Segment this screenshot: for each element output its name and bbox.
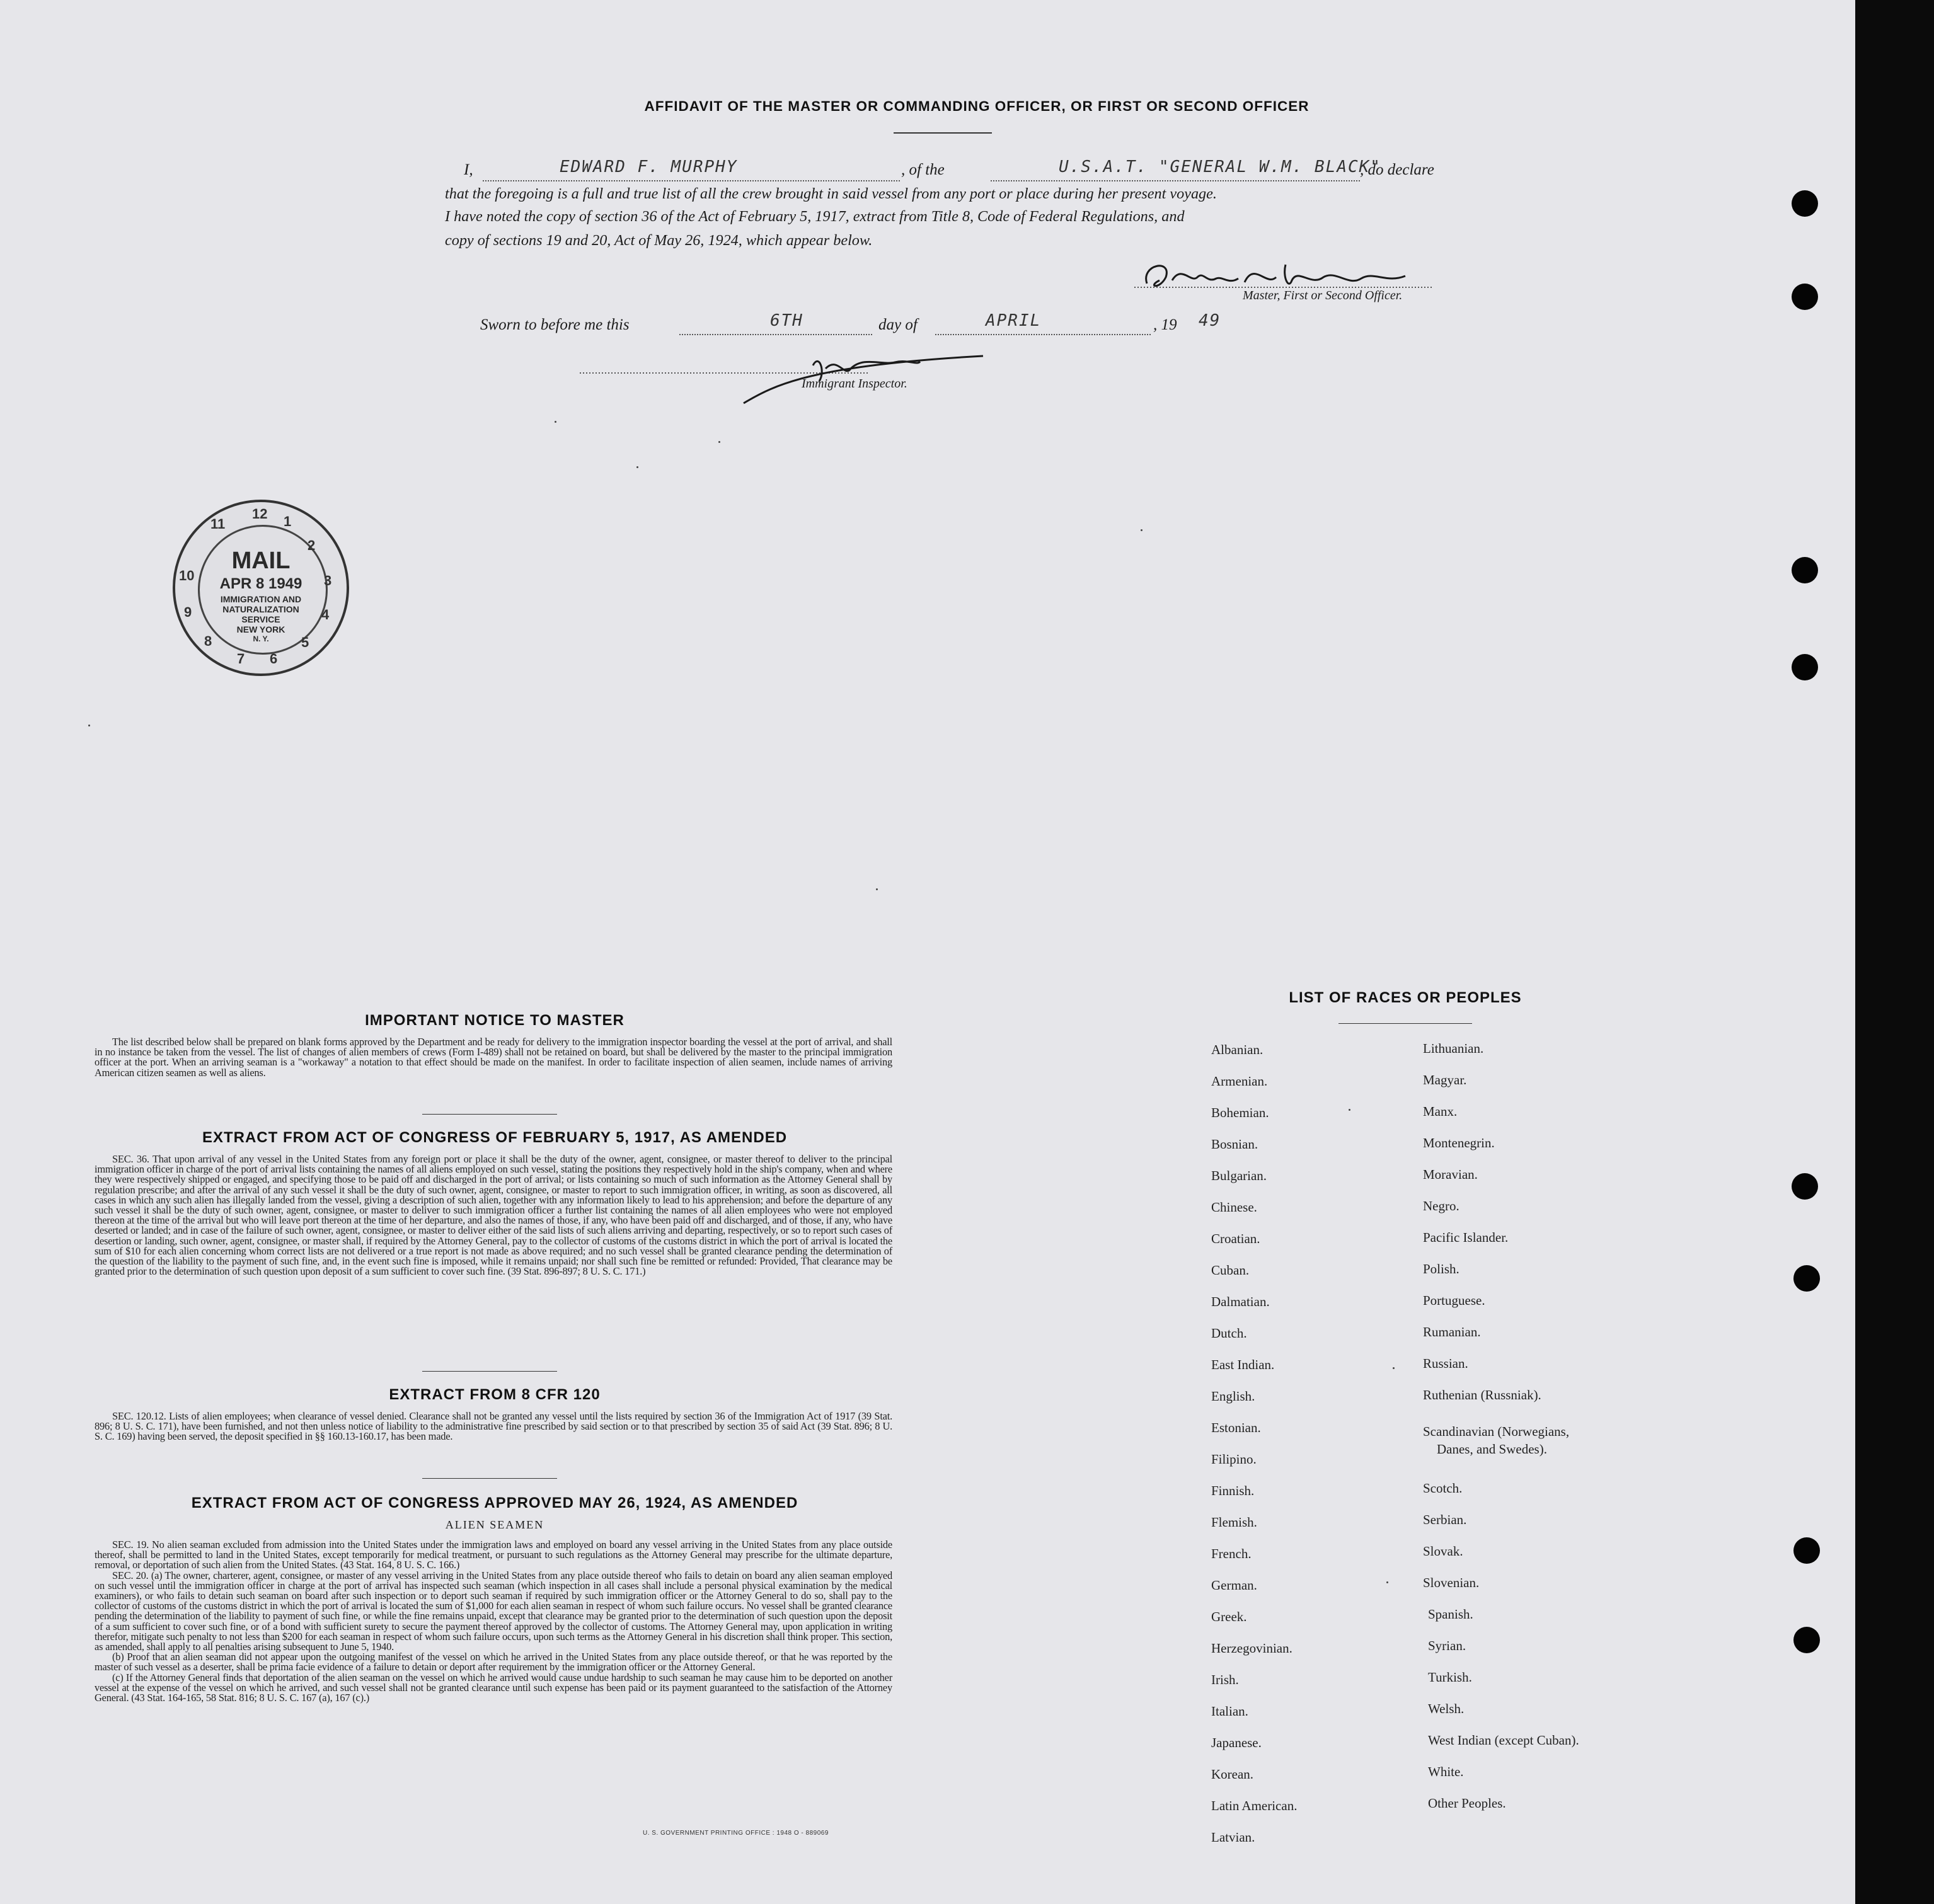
race-item: Slovenian. — [1423, 1575, 1480, 1590]
race-item: Bohemian. — [1211, 1105, 1269, 1120]
sworn-label: Sworn to before me this — [480, 316, 630, 333]
sworn-month-line — [935, 334, 1151, 335]
sec-120-12-paragraph: SEC. 120.12. Lists of alien employees; when clearance of vessel denied. Clearance shall not be granted any vessel until the lists required by section 36 of the Immigration Act of 1917 (39 Stat. 896; 8 U. S. C. 171), have been furnished, and not then unless notice of liability to the administrative fine prescribed by said section or to that prescribed by section 35 of said Act (39 Stat. 896; 8 U. S. C. 169) having been served, the deposit specified in §§ 160.13-160.17, has been made. — [95, 1410, 892, 1443]
punch-hole — [1793, 1627, 1820, 1653]
stamp-hour: 3 — [324, 573, 332, 588]
sworn-day: 6TH — [770, 311, 803, 330]
race-item: Irish. — [1211, 1672, 1239, 1687]
race-item: Rumanian. — [1423, 1324, 1481, 1339]
inspector-caption: Immigrant Inspector. — [802, 377, 907, 391]
race-item: French. — [1211, 1546, 1252, 1561]
stamp-hour: 11 — [210, 516, 226, 532]
scan-speck — [1349, 1109, 1350, 1111]
stamp-hour: 6 — [270, 651, 278, 667]
extract-1917-divider — [422, 1371, 557, 1372]
race-item: Dutch. — [1211, 1326, 1247, 1341]
notice-body — [95, 1037, 892, 1078]
extract-cfr-body — [95, 1411, 892, 1442]
stamp-hour: 12 — [252, 506, 268, 522]
master-name-line — [483, 180, 900, 181]
race-item: Danes, and Swedes). — [1437, 1442, 1547, 1457]
scan-speck — [555, 421, 556, 423]
punch-hole — [1792, 190, 1818, 217]
race-item: Magyar. — [1423, 1072, 1467, 1087]
race-item: Dalmatian. — [1211, 1294, 1270, 1309]
sworn-month: APRIL — [986, 311, 1042, 330]
stamp-hour: 1 — [284, 513, 292, 529]
race-item: Estonian. — [1211, 1420, 1261, 1435]
punch-hole — [1792, 557, 1818, 583]
printer-imprint: U. S. GOVERNMENT PRINTING OFFICE : 1948 O - 889069 — [643, 1830, 829, 1837]
scan-speck — [718, 441, 720, 443]
vessel-name: U.S.A.T. "GENERAL W.M. BLACK" — [1059, 158, 1381, 176]
stamp-word: MAIL — [231, 548, 291, 574]
notice-divider — [422, 1114, 557, 1115]
race-item: Other Peoples. — [1428, 1796, 1506, 1811]
race-item: Armenian. — [1211, 1074, 1268, 1089]
sec-20c-paragraph: (c) If the Attorney General finds that deportation of the alien seaman on the vessel on which he arrived would cause undue hardship to such seaman he may cause him to be deported on another vessel at the expense of the vessel on which he arrived, and such vessel shall not be granted clearance until such expense has been paid or its payment guaranteed to the satisfaction of the Attorney General. (43 Stat. 164-165, 58 Stat. 816; 8 U. S. C. 167 (a), 167 (c).) — [95, 1671, 892, 1704]
race-item: Portuguese. — [1423, 1293, 1485, 1308]
race-item: Moravian. — [1423, 1167, 1478, 1182]
extract-cfr-divider — [422, 1478, 557, 1479]
race-item: Chinese. — [1211, 1200, 1257, 1215]
scan-speck — [636, 466, 638, 468]
race-item: English. — [1211, 1389, 1255, 1404]
race-item: Japanese. — [1211, 1735, 1262, 1750]
punch-hole — [1793, 1265, 1820, 1292]
stamp-hour: 7 — [237, 651, 245, 667]
scan-speck — [876, 888, 878, 890]
stamp-line-1: IMMIGRATION AND — [220, 594, 302, 604]
scan-speck — [1141, 529, 1143, 531]
master-name: EDWARD F. MURPHY — [560, 158, 738, 176]
sec-20b-paragraph: (b) Proof that an alien seaman did not appear upon the outgoing manifest of the vessel on which he arrived in the United States from any place outside thereof, or that he was reported by the master of such vessel as a deserter, shall be prima facie evidence of a failure to detain or deport after requirement by the immigration officer or the Attorney General. — [95, 1651, 892, 1673]
year-prefix: , 19 — [1153, 316, 1177, 333]
sec-20a-paragraph: SEC. 20. (a) The owner, charterer, agent, consignee, or master of any vessel arriving in the United States from any place outside thereof who fails to detain on board any alien seaman employed on such vessel until the immigration officer in charge at the port of arrival has inspected such seaman (which inspection in all cases shall include a personal physical examination by the medical examiners), or who fails to detain such seaman on board after such inspection or to deport such seaman if required by such immigration officer or the Attorney General to do so, shall pay to the collector of customs of the customs district in which the port of arrival is located the sum of $1,000 for each alien seaman in respect of whom such failure occurs. No vessel shall be granted clearance pending the determination of the liability to payment of such fine, or while the fine remains unpaid, except that clearance may be granted prior to the determination of such question upon the deposit of a sum sufficient to cover such fine, or of a bond with sufficient surety to secure the payment thereof approved by the collector of customs. The Attorney General may, upon application in writing therefor, mitigate such penalty to not less than $200 for each seaman in respect of whom such failure occurs, upon such terms as the Attorney General in his discretion shall think proper. This section, as amended, shall apply to all penalties arising subsequent to June 5, 1940. — [95, 1569, 892, 1653]
race-item: Cuban. — [1211, 1263, 1250, 1278]
inspector-signature — [567, 347, 996, 410]
race-item: Manx. — [1423, 1104, 1458, 1119]
title-underline — [894, 132, 992, 134]
race-item: Italian. — [1211, 1704, 1248, 1719]
do-declare-label: , do declare — [1360, 161, 1434, 178]
declaration-line-3: I have noted the copy of section 36 of the Act of February 5, 1917, extract from Title 8, Code of Federal Regulations, and — [445, 208, 1185, 225]
extract-1917-title: EXTRACT FROM ACT OF CONGRESS OF FEBRUARY 5, 1917, AS AMENDED — [202, 1129, 788, 1146]
race-item: Filipino. — [1211, 1452, 1257, 1467]
race-item: Turkish. — [1428, 1670, 1472, 1685]
race-item: Russian. — [1423, 1356, 1468, 1371]
stamp-hour: 5 — [301, 634, 309, 650]
race-item: White. — [1428, 1764, 1464, 1779]
scan-speck — [88, 725, 90, 726]
stamp-line-3: SERVICE — [241, 614, 280, 624]
race-item: Pacific Islander. — [1423, 1230, 1509, 1245]
stamp-hour: 10 — [179, 568, 195, 583]
sec-19-paragraph: SEC. 19. No alien seaman excluded from admission into the United States under the immigration laws and employed on board any vessel arriving in the United States from any place outside thereof, shall be permitted to land in the United States, except temporarily for medical treatment, or pursuant to such regulations as the Attorney General may prescribe for the ultimate departure, removal, or deportation of such alien from the United States. (43 Stat. 164, 8 U. S. C. 166.) — [95, 1539, 892, 1571]
stamp-line-5: N. Y. — [253, 634, 269, 643]
race-item: Greek. — [1211, 1609, 1247, 1624]
punch-hole — [1792, 654, 1818, 680]
race-item: Slovak. — [1423, 1544, 1463, 1559]
race-item: Latin American. — [1211, 1798, 1298, 1813]
race-item: Scotch. — [1423, 1481, 1463, 1496]
race-item: Montenegrin. — [1423, 1135, 1495, 1150]
punch-hole — [1792, 284, 1818, 310]
stamp-hour: 4 — [321, 607, 330, 622]
punch-hole — [1792, 1173, 1818, 1200]
race-item: Finnish. — [1211, 1483, 1255, 1498]
race-item: Negro. — [1423, 1198, 1459, 1213]
alien-seamen-subtitle: ALIEN SEAMEN — [445, 1518, 544, 1531]
race-item: Latvian. — [1211, 1830, 1255, 1845]
extract-1924-body — [95, 1540, 892, 1703]
declaration-line-2: that the foregoing is a full and true list of all the crew brought in said vessel from any port or place during her present voyage. — [445, 185, 1217, 202]
stamp-date: APR 8 1949 — [219, 575, 302, 592]
race-item: Syrian. — [1428, 1638, 1466, 1653]
race-item: Croatian. — [1211, 1231, 1260, 1246]
stamp-hour: 9 — [184, 604, 192, 620]
race-item: East Indian. — [1211, 1357, 1275, 1372]
sec-36-paragraph: SEC. 36. That upon arrival of any vessel in the United States from any foreign port or place it shall be the duty of the owner, agent, consignee, or master thereof to deliver to the principal immigration officer in charge of the port of arrival lists containing the names of all aliens employed on such vessel, stating the positions they respectively hold in the ship's company, when and where they were respectively shipped or engaged, and specifying those to be paid off and discharged in the port of arrival; or lists containing so much of such information as the Attorney General shall by regulation prescribe; and after the arrival of any such vessel it shall be the duty of such owner, agent, consignee, or master to report to such immigration officer, in writing, as soon as discovered, all cases in which any such alien has illegally landed from the vessel, giving a description of such alien, together with any information likely to lead to his apprehension; and before the departure of any such vessel it shall be the duty of such owner, agent, consignee, or master to deliver to such immigration officer a further list containing the names of all alien employees who were not employed thereon at the time of the arrival but who will leave port thereon at the time of her departure, and also the names of those, if any, who have been paid off and discharged, and of those, if any, who have deserted or landed; and in case of the failure of such owner, agent, consignee, or master to deliver either of the said lists of such aliens arriving and departing, respectively, or so to report such cases of desertion or landing, such owner, agent, consignee, or master shall, if required by the Attorney General, pay to the collector of customs of the customs district in which the port of arrival is located the sum of $10 for each alien concerning whom correct lists are not delivered or a true report is not made as above required; and no such vessel shall be granted clearance pending the determination of the question of the liability to the payment of such fine, and, in the event such fine is imposed, while it remains unpaid; nor shall such fine be remitted or refunded: Provided, That clearance may be granted prior to the determination of such question upon deposit of a sum sufficient to cover such fine. (39 Stat. 896-897; 8 U. S. C. 171.) — [95, 1153, 892, 1278]
vessel-name-line — [991, 180, 1360, 181]
race-item: Flemish. — [1211, 1515, 1257, 1530]
punch-hole — [1793, 1537, 1820, 1564]
race-item: Welsh. — [1428, 1701, 1465, 1716]
race-item: Korean. — [1211, 1767, 1254, 1782]
signature-caption: Master, First or Second Officer. — [1243, 289, 1403, 302]
stamp-line-2: NATURALIZATION — [222, 604, 299, 614]
races-title: LIST OF RACES OR PEOPLES — [1289, 989, 1522, 1006]
stamp-hour: 8 — [204, 633, 212, 649]
race-item: Polish. — [1423, 1261, 1459, 1276]
declaration-i-label: I, — [464, 161, 473, 178]
scan-speck — [1386, 1581, 1388, 1583]
sworn-day-line — [679, 334, 872, 335]
race-item: Bosnian. — [1211, 1137, 1258, 1152]
extract-cfr-title: EXTRACT FROM 8 CFR 120 — [389, 1386, 601, 1403]
race-item: Bulgarian. — [1211, 1168, 1267, 1183]
race-item: Spanish. — [1428, 1607, 1473, 1622]
race-item: West Indian (except Cuban). — [1428, 1733, 1579, 1748]
year-suffix: 49 — [1199, 311, 1221, 330]
declaration-line-4: copy of sections 19 and 20, Act of May 26, 1924, which appear below. — [445, 232, 873, 249]
affidavit-title: AFFIDAVIT OF THE MASTER OR COMMANDING OFFICER, OR FIRST OR SECOND OFFICER — [644, 98, 1309, 114]
stamp-line-4: NEW YORK — [236, 624, 285, 634]
notice-paragraph: The list described below shall be prepared on blank forms approved by the Department and be ready for delivery to the immigration inspector boarding the vessel at the port of arrival, and shall in no instance be taken from the vessel. The list of changes of alien members of crews (Form I-489) shall not be retained on board, but shall be delivered by the master to the principal immigration officer at the port. When an arriving seaman is a "workaway" a notation to that effect should be made on the manifest. In order to facilitate inspection of alien seamen, include names of arriving American citizen seamen as well as aliens. — [95, 1036, 892, 1079]
race-item: Serbian. — [1423, 1512, 1467, 1527]
stamp-hour: 2 — [308, 537, 316, 553]
race-item: Albanian. — [1211, 1042, 1263, 1057]
scan-speck — [1393, 1367, 1395, 1369]
day-of-label: day of — [878, 316, 918, 333]
of-the-label: , of the — [901, 161, 945, 178]
extract-1924-title: EXTRACT FROM ACT OF CONGRESS APPROVED MAY 26, 1924, AS AMENDED — [191, 1494, 798, 1511]
races-title-underline — [1338, 1023, 1472, 1024]
race-item: Scandinavian (Norwegians, — [1423, 1424, 1570, 1439]
race-item: German. — [1211, 1578, 1257, 1593]
race-item: Lithuanian. — [1423, 1041, 1484, 1056]
mail-received-stamp — [173, 500, 349, 676]
race-item: Herzegovinian. — [1211, 1641, 1292, 1656]
notice-title: IMPORTANT NOTICE TO MASTER — [365, 1012, 625, 1029]
extract-1917-body — [95, 1154, 892, 1276]
race-item: Ruthenian (Russniak). — [1423, 1387, 1541, 1402]
